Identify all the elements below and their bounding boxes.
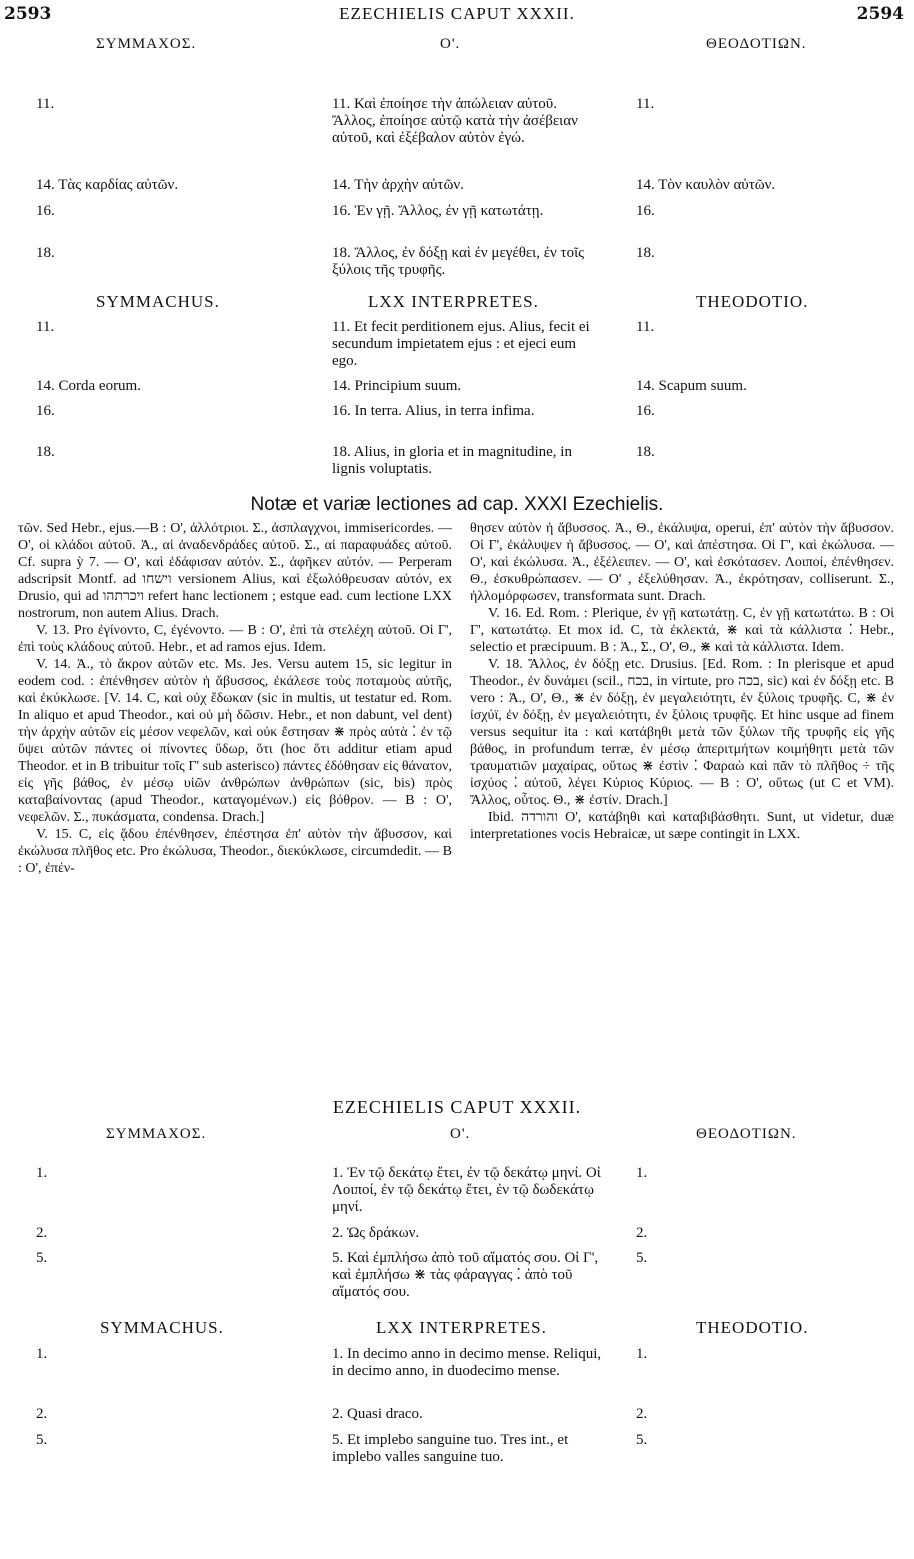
theodotio-cell: 16. (636, 403, 655, 419)
theodotio-cell: 1. (636, 1346, 648, 1362)
theodotio-cell: 18. (636, 444, 655, 460)
note-paragraph: Ibid. והורדה Ο', κατάβηθι καὶ καταβιβάσθητι. Sunt, ut videtur, duæ interpretationes vocis Hebraicæ, ut sæpe contingit in LXX. (470, 810, 894, 842)
lxx-cell: 14. Principium suum. (332, 378, 462, 394)
lxx-cell: 2. Quasi draco. (332, 1406, 423, 1422)
page-number-right: 2594 (856, 4, 904, 24)
lxx-cell: 5. Et implebo sanguine tuo. Tres int., et implebo valles sanguine tuo. (332, 1432, 569, 1465)
theodotio-cell: 11. (636, 319, 655, 335)
col-head-symmachus-latin: SYMMACHUS. (96, 292, 220, 311)
note-paragraph: V. 18. Ἄλλος, ἐν δόξῃ etc. Drusius. [Ed. Rom. : In plerisque et apud Theodor., ἐν δυνάμει (scil., בכח, in virtute, pro בכה, sic) καὶ ἐν δόξῃ etc. B vero : Ἀ., Ο', Θ., ⋇ ἐν δόξῃ, ἐν μεγαλειότητι, ἐν ξύλοις τρυφῆς. C, ⋇ ἐν ἰσχύϊ, ἐν δόξῃ, ἐν μεγαλειότητι, ἐν ξύλοις τρυφῆς. Et hinc usque ad finem versus sequitur ita : καὶ κατάβηθι μετὰ τῶν ξύλων τῆς τρυφῆς εἰς γῆς βάθος, in profundum terræ, ἐν μέσῳ ἀπεριτμήτων κοιμήθητι μετὰ τῶν τραυματιῶν μαχαίρας, οὕτως ⋇ ἐστὶν ⁚ Φαραὼ καὶ πᾶν τὸ πλῆθος ÷ τῆς ἰσχύος ⁚ αὐτοῦ, λέγει Κύριος Κύριος. — B : Ο', οὕτως (ut C et VM). Ἄλλος, οὗτος. Θ., ⋇ ἐστίν. Drach.] (470, 657, 894, 808)
symmachus-cell: 11. (36, 319, 55, 335)
col-head-symmachus-greek: ΣΥΜΜΑΧΟΣ. (106, 1126, 207, 1142)
lxx-cell: 14. Τὴν ἀρχὴν αὐτῶν. (332, 177, 464, 193)
symmachus-cell: 5. (36, 1432, 48, 1448)
theodotion-cell: 1. (636, 1165, 648, 1181)
symmachus-cell: 1. (36, 1346, 48, 1362)
col-head-lxx-latin: LXX INTERPRETES. (376, 1318, 547, 1337)
symmachus-cell: 5. (36, 1250, 48, 1266)
notes-left-column (18, 520, 452, 877)
col-head-theodotion-greek: ΘΕΟΔΟΤΙΩΝ. (696, 1126, 797, 1142)
lxx-cell: 16. In terra. Alius, in terra infima. (332, 403, 535, 419)
symmachus-cell: 18. (36, 444, 55, 460)
note-paragraph: τῶν. Sed Hebr., ejus.—B : Ο', ἀλλότριοι. Σ., ἀσπλαγχνοι, immisericordes. — Ο', οἱ κλάδοι αὐτοῦ. Ἀ., αἱ ἀναδενδράδες αὐτοῦ. Σ., αἱ παραφυάδες αὐτοῦ. Cf. supra ỳ 7. — Ο', καὶ ἐδάφισαν αὐτόν. Σ., ἀφῆκεν αὐτόν. — Perperam adscripsit Montf. ad וישחו versionem Alius, καὶ ἐξωλόθρευσαν αὐτόν, ex Drusio, qui ad ויכרתהו refert hanc lectionem ; estque ead. cum lectione LXX nostrorum, non autem Alius. Drach. (18, 521, 453, 621)
symmachus-cell: 2. (36, 1406, 48, 1422)
page-number-left: 2593 (4, 4, 52, 24)
lxx-cell: 2. Ὡς δράκων. (332, 1225, 420, 1241)
symmachus-cell: 2. (36, 1225, 48, 1241)
symmachus-cell: 14. Τὰς καρδίας αὐτῶν. (36, 177, 179, 193)
chapter-header: EZECHIELIS CAPUT XXXII. (332, 1097, 582, 1117)
theodotio-cell: 2. (636, 1406, 648, 1422)
col-head-lxx-latin: LXX INTERPRETES. (368, 292, 539, 311)
col-head-theodotio-latin: THEODOTIO. (696, 292, 809, 311)
symmachus-cell: 18. (36, 245, 55, 261)
symmachus-cell: 16. (36, 403, 55, 419)
lxx-cell: 1. Ἐν τῷ δεκάτῳ ἔτει, ἐν τῷ δεκάτῳ μηνί. Οἱ Λοιποί, ἐν τῷ δεκάτῳ ἔτει, ἐν τῷ δωδεκάτῳ μηνί. (332, 1165, 601, 1215)
notes-right-column (470, 520, 894, 843)
lxx-cell: 16. Ἐν γῇ. Ἄλλος, ἐν γῇ κατωτάτῃ. (332, 203, 544, 219)
col-head-lxx-greek: Ο'. (440, 36, 461, 52)
lxx-cell: 11. Καὶ ἐποίησε τὴν ἀπώλειαν αὐτοῦ. Ἄλλος, ἐποίησε αὐτῷ κατὰ τὴν ἀσέβειαν αὐτοῦ, καὶ ἐξέβαλον αὐτὸν ἐγώ. (332, 96, 578, 146)
theodotion-cell: 11. (636, 96, 655, 112)
note-paragraph: V. 16. Ed. Rom. : Plerique, ἐν γῇ κατωτάτῃ. C, ἐν γῇ κατωτάτω. B : Οἱ Γ', κατωτάτῳ. Et mox id. C, τὰ ἐκλεκτά, ⋇ καὶ τὰ κάλλιστα ⁚ Hebr., selectio et præcipuum. B : Ἀ., Σ., Ο', Θ., ⋇ καὶ τὰ κάλλιστα. Idem. (470, 606, 894, 655)
theodotion-cell: 2. (636, 1225, 648, 1241)
note-paragraph: V. 14. Ἀ., τὸ ἄκρον αὐτῶν etc. Ms. Jes. Versu autem 15, sic legitur in eodem cod. : ἐπένθησεν αὐτὸν ἡ ἄβυσσος, ἐκάλεσε τοὺς ποταμοὺς αὐτῆς, καὶ ἐκύκλωσε. [V. 14. C, καὶ οὐχ ἔδωκαν (sic in multis, ut testatur ed. Rom. In aliquo et apud Theodor., καὶ οὐ μὴ δῶσιν. Hebr., et non dabunt, vel dent) τὴν ἀρχὴν αὐτῶν εἰς μέσον νεφελῶν, καὶ οὐκ ἔστησαν ⋇ πρὸς αὐτὰ ⁚ ἐν τῷ ὕψει αὐτῶν πάντες οἱ πίνοντες ὕδωρ, ὅτι (hoc ὅτι additur etiam apud Theodor. et in B tribuitur τοῖς Γ' sub asterisco) πάντες ἐδόθησαν εἰς θάνατον, εἰς γῆς βάθος, ἐν μέσῳ υἱῶν ἀνθρώπων ἀνθρώπων (sic, bis) πρὸς καταβαίνοντας (apud Theodor., καταγομένων.) εἰς βόθρον. — B : Ο', νεφελῶν. Σ., πυκάσματα, condensa. Drach.] (18, 657, 452, 825)
note-paragraph: V. 13. Pro ἐγίνοντο, C, ἐγένοντο. — B : Ο', ἐπὶ τὰ στελέχη αὐτοῦ. Οἱ Γ', ἐπὶ τοὺς κλάδους αὐτοῦ. Hebr., et ad ramos ejus. Idem. (18, 623, 452, 655)
col-head-theodotion-greek: ΘΕΟΔΟΤΙΩΝ. (706, 36, 807, 52)
col-head-lxx-greek: Ο'. (450, 1126, 471, 1142)
page-header: EZECHIELIS CAPUT XXXII. (339, 4, 575, 23)
theodotio-cell: 14. Scapum suum. (636, 378, 747, 394)
lxx-cell: 11. Et fecit perditionem ejus. Alius, fecit ei secundum impietatem ejus : et ejeci eum ego. (332, 319, 590, 369)
theodotio-cell: 5. (636, 1432, 648, 1448)
note-paragraph: V. 15. C, εἰς ᾅδου ἐπένθησεν, ἐπέστησα ἐπ' αὐτὸν τὴν ἄβυσσον, καὶ ἐκώλυσα πλῆθος etc. Pro ἐκώλυσα, Theodor., διεκύκλωσε, circumdedit. — B : Ο', ἐπέν- (18, 827, 452, 876)
theodotion-cell: 14. Τὸν καυλὸν αὐτῶν. (636, 177, 776, 193)
lxx-cell: 18. Alius, in gloria et in magnitudine, in lignis voluptatis. (332, 444, 572, 477)
notes-title: Notæ et variæ lectiones ad cap. XXXI Ezechielis. (250, 494, 664, 515)
symmachus-cell: 1. (36, 1165, 48, 1181)
symmachus-cell: 14. Corda eorum. (36, 378, 141, 394)
col-head-symmachus-latin: SYMMACHUS. (100, 1318, 224, 1337)
lxx-cell: 18. Ἄλλος, ἐν δόξῃ καὶ ἐν μεγέθει, ἐν τοῖς ξύλοις τῆς τρυφῆς. (332, 245, 585, 278)
theodotion-cell: 5. (636, 1250, 648, 1266)
lxx-cell: 1. In decimo anno in decimo mense. Reliqui, in decimo anno, in duodecimo mense. (332, 1346, 602, 1379)
lxx-cell: 5. Καὶ ἐμπλήσω ἀπὸ τοῦ αἵματός σου. Οἱ Γ', καὶ ἐμπλήσω ⋇ τὰς φάραγγας ⁚ ἀπὸ τοῦ αἵματός σου. (332, 1250, 599, 1300)
note-paragraph: θησεν αὐτὸν ἡ ἄβυσσος. Ἀ., Θ., ἐκάλυψα, operui, ἐπ' αὐτὸν τὴν ἄβυσσον. Οἱ Γ', ἐκάλυψεν ἡ ἄβυσσος. — Ο', καὶ ἀπέστησα. Οἱ Γ', καὶ ἐκώλυσα. — Ο', καὶ ἐκώλυσα. Ἀ., ἐξέλειπεν. — Ο', καὶ ἐσκότασεν. Λοιποί, ἐπένθησεν. Θ., ἐσκυθρώπασεν. — Ο' , ἐξελύθησαν. Ἀ., ἐκρότησαν, colliserunt. Σ., ἠλλομόρφωσεν, transformata sunt. Drach. (470, 521, 894, 604)
symmachus-cell: 11. (36, 96, 55, 112)
col-head-theodotio-latin: THEODOTIO. (696, 1318, 809, 1337)
theodotion-cell: 18. (636, 245, 655, 261)
theodotion-cell: 16. (636, 203, 655, 219)
symmachus-cell: 16. (36, 203, 55, 219)
col-head-symmachus-greek: ΣΥΜΜΑΧΟΣ. (96, 36, 197, 52)
